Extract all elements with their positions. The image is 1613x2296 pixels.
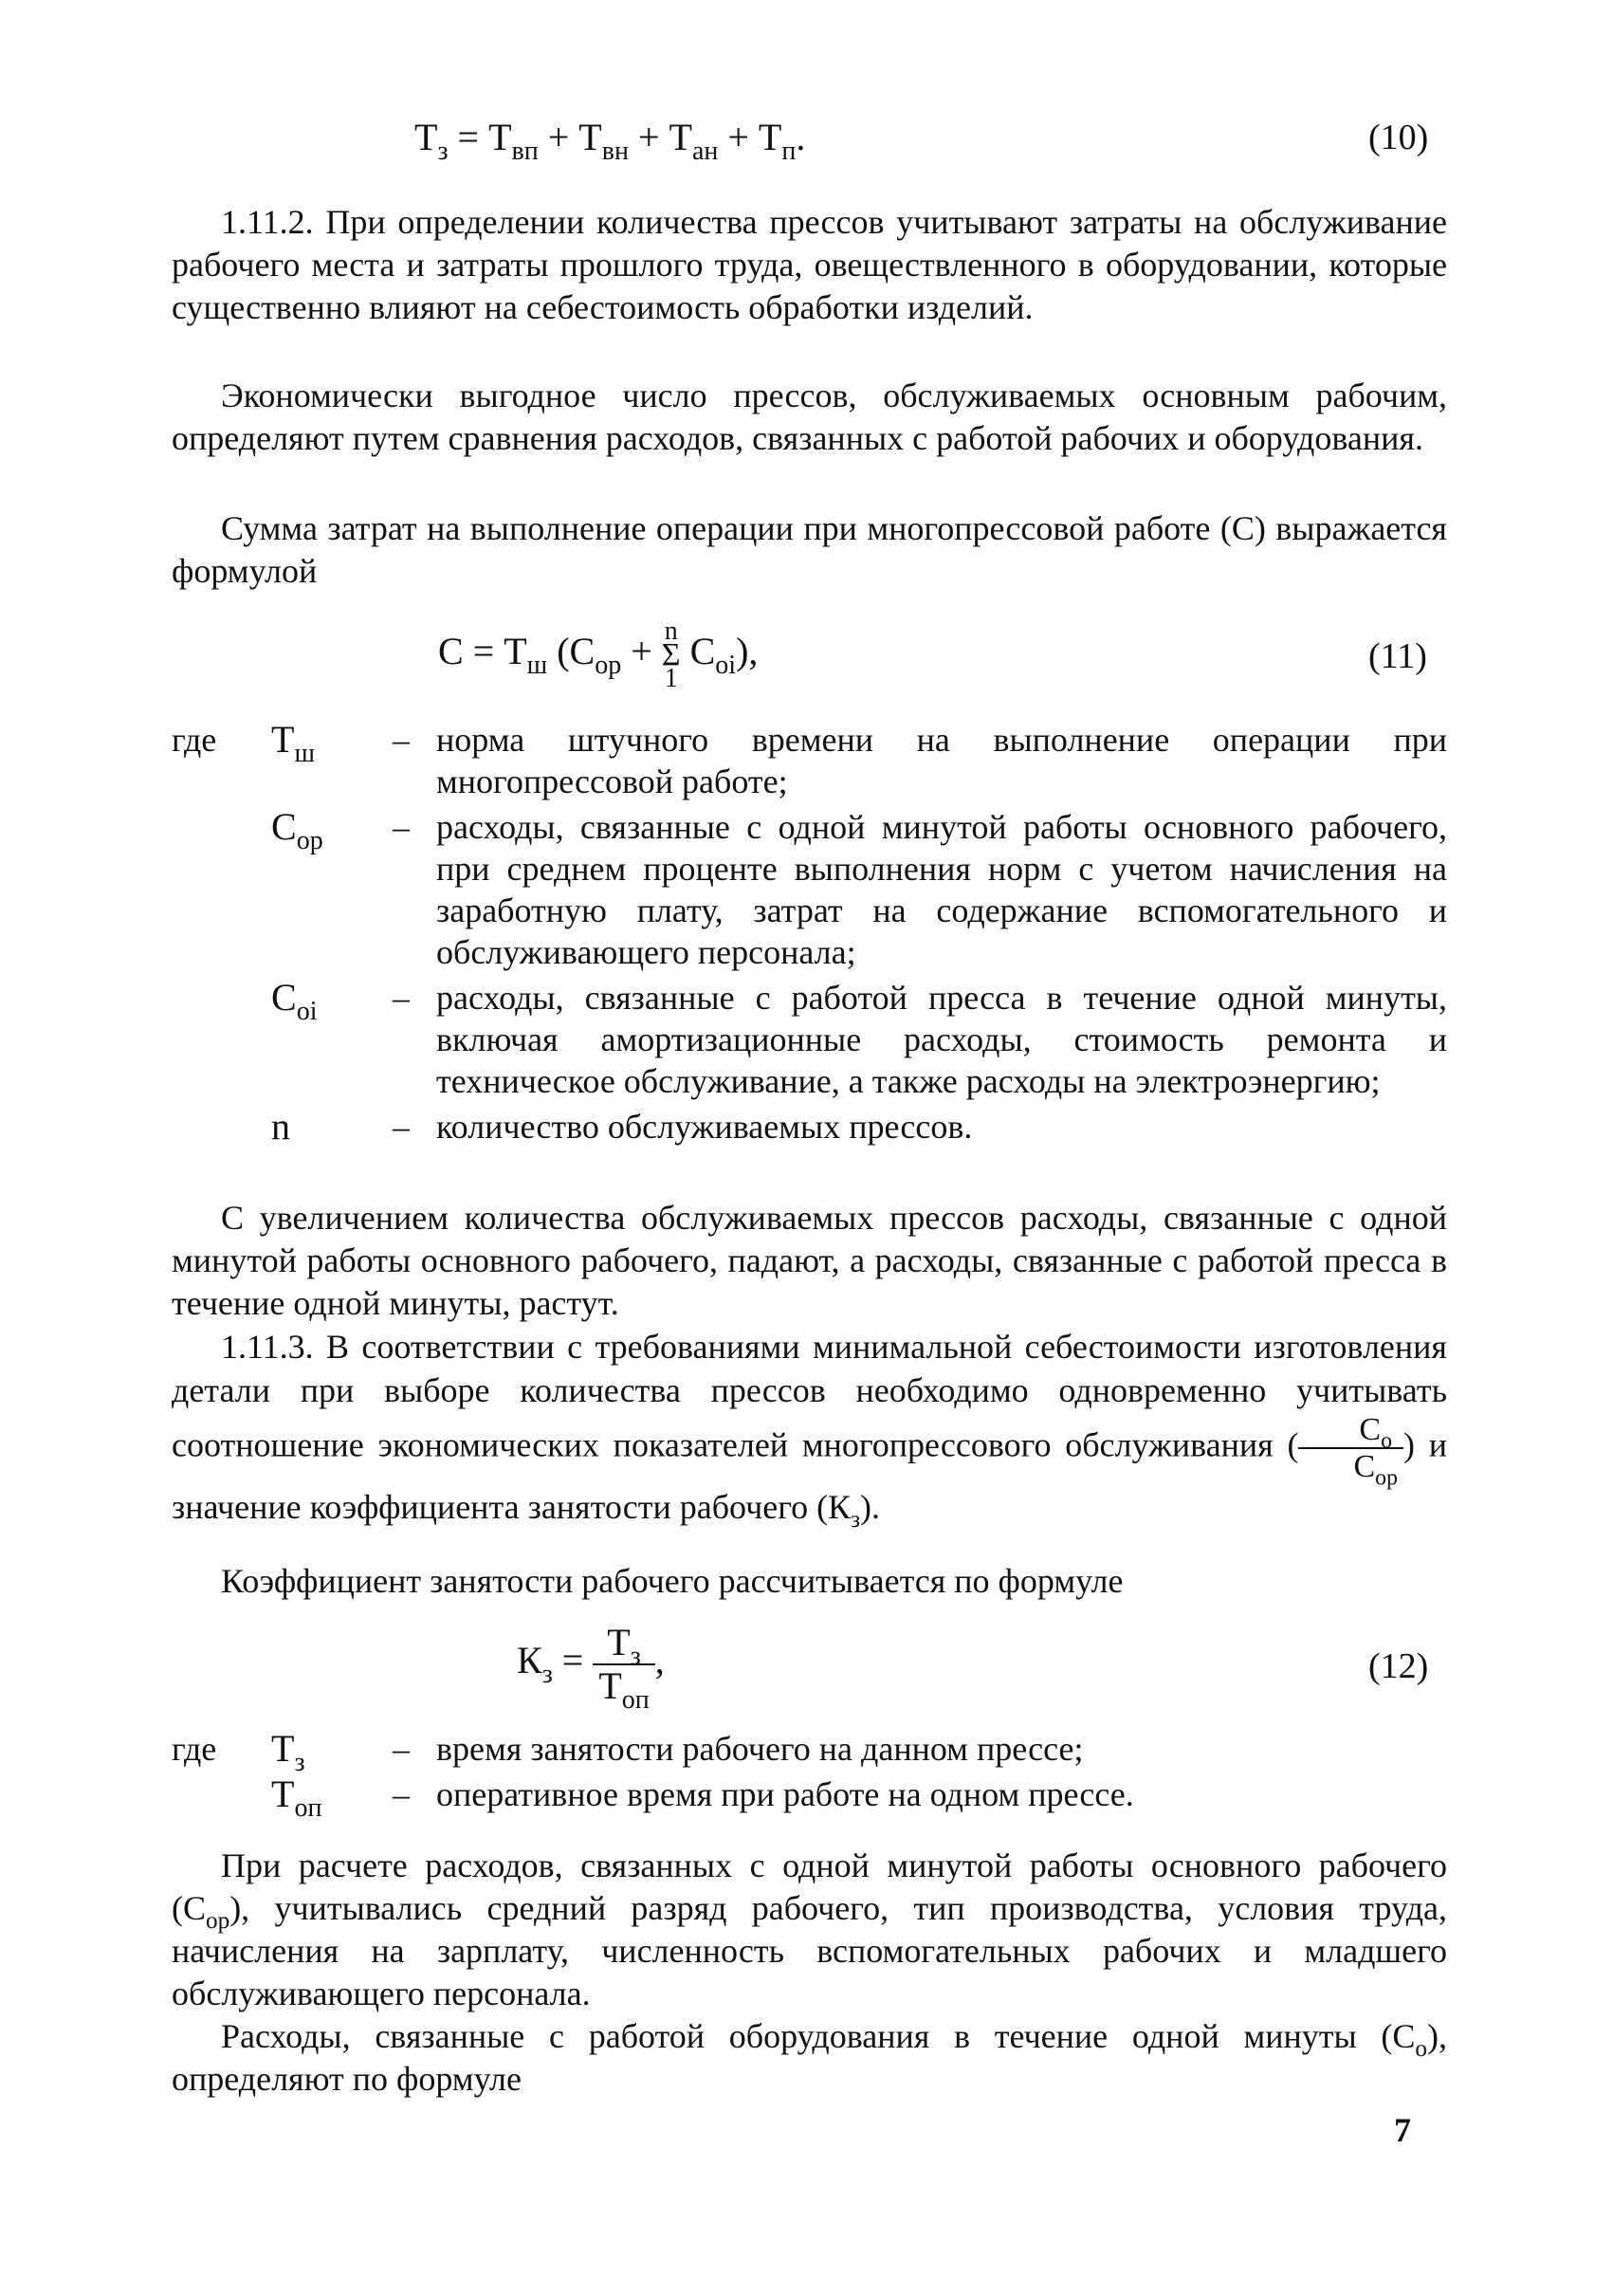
formula-11-plus: + [621, 630, 662, 673]
definition-symbol-letter: С [271, 976, 297, 1019]
page-number: 7 [1394, 2111, 1411, 2149]
formula-10-term4: T [758, 116, 782, 158]
equation-number-10: (10) [1368, 118, 1429, 157]
definition-symbol-sub: ш [294, 738, 315, 768]
formula-11-open: (С [547, 630, 596, 673]
equation-number-12: (12) [1368, 1646, 1429, 1686]
definition-where [172, 1773, 271, 1815]
definition-symbol-sub: оп [294, 1792, 322, 1823]
definition-symbol [271, 1727, 393, 1777]
definition-symbol-letter: Т [271, 1727, 295, 1770]
formula-12-lhs: К [517, 1639, 542, 1682]
formula-12-den-sub: оп [621, 1684, 650, 1715]
formula-10-lhs: T [414, 116, 438, 158]
definition-symbol [271, 1106, 393, 1148]
definition-dash: – [393, 1775, 410, 1813]
definition-row [172, 1106, 1447, 1148]
definition-where: где [172, 721, 217, 759]
definition-dash: – [393, 979, 410, 1017]
formula-12 [517, 1621, 665, 1715]
paragraph-last-text1: Расходы, связанные с работой оборудования в течение одной минуты (С [221, 2017, 1416, 2055]
definition-symbol-letter: Т [271, 1773, 295, 1815]
paragraph-last-sub: о [1415, 2035, 1427, 2062]
sigma-symbol: Σ [661, 637, 681, 672]
paragraph-sum: Сумма затрат на выполнение операции при многопрессовой работе (С) выражается формулой [172, 509, 1447, 590]
definition-symbol-letter: Т [271, 718, 295, 761]
definition-row [172, 1773, 1447, 1823]
sum-upper-limit: n [664, 616, 678, 646]
sum-lower-limit: 1 [664, 664, 678, 693]
formula-10-term4-sub: п [781, 136, 797, 166]
formula-12-fraction [593, 1621, 654, 1715]
ratio-numerator-sub: o [1381, 1428, 1393, 1454]
definition-symbol-sub: ор [296, 825, 323, 855]
formula-12-equals: = [552, 1639, 594, 1682]
equation-number-11: (11) [1368, 636, 1427, 676]
definition-text: оперативное время при работе на одном прессе. [436, 1775, 1134, 1813]
paragraph-calculation-text2: ), учитывались средний разряд рабочего, тип производства, условия труда, начисления на зарплату, численность вспомогательных рабочих и младшего обслуживающего персонала. [172, 1889, 1447, 2012]
formula-12-num-symbol: Т [607, 1621, 631, 1663]
ratio-co-cop [1298, 1412, 1402, 1491]
formula-11-lhs: С = Т [438, 630, 527, 673]
formula-10-term3-sub: ан [691, 136, 719, 166]
definition-symbol [271, 806, 393, 973]
ratio-numerator-symbol: С [1359, 1412, 1382, 1447]
definitions-formula-11 [172, 719, 1447, 1151]
definition-row [172, 977, 1447, 1102]
paragraph-last-text2: ), определяют по формуле [172, 2017, 1447, 2098]
paragraph-last [172, 2015, 1447, 2101]
definition-where [172, 977, 271, 1102]
formula-11-close: ), [736, 630, 759, 673]
definition-symbol-sub: з [294, 1747, 305, 1777]
ratio-numerator [1298, 1412, 1402, 1454]
paragraph-calculation-sub: ор [206, 1907, 230, 1934]
definition-where: где [172, 1730, 217, 1768]
formula-12-num-sub: з [630, 1641, 641, 1671]
k-sub: з [851, 1506, 861, 1533]
formula-10-term2-sub: вн [601, 136, 629, 166]
formula-12-den-symbol: Т [598, 1664, 622, 1707]
definition-text: время занятости рабочего на данном прессе; [436, 1730, 1084, 1768]
definition-text: количество обслуживаемых прессов. [436, 1108, 973, 1146]
definition-symbol-letter: С [271, 805, 297, 848]
paragraph-coefficient: Коэффициент занятости рабочего рассчитывается по формуле [221, 1562, 1124, 1600]
definition-dash: – [393, 721, 410, 759]
definition-text: расходы, связанные с одной минутой работы основного рабочего, при среднем проценте выполнения норм с учетом начисления на заработную плату, затрат на содержание вспомогательного и обслуживающего персонала; [436, 808, 1447, 971]
ratio-denominator-sub: ор [1375, 1465, 1398, 1491]
formula-11-lhs-sub: ш [526, 650, 548, 680]
paragraph-calculation-text1: При расчете расходов, связанных с одной минутой работы основного рабочего (С [172, 1846, 1447, 1927]
definition-row [172, 1727, 1447, 1777]
formula-10-term3: T [669, 116, 692, 158]
definition-symbol [271, 1773, 393, 1823]
definition-row [172, 806, 1447, 973]
definition-symbol [271, 719, 393, 802]
definitions-formula-12 [172, 1727, 1447, 1823]
ratio-denominator-symbol: С [1353, 1449, 1376, 1485]
definition-symbol [271, 977, 393, 1102]
sum-sign-icon [661, 616, 681, 693]
definition-where [172, 1106, 271, 1148]
paragraph-1-11-3 [172, 1325, 1447, 1533]
paragraph-increase: С увеличением количества обслуживаемых прессов расходы, связанные с одной минутой работы основного рабочего, падают, а расходы, связанные с работой пресса в течение одной минуты, растут. [172, 1199, 1447, 1322]
formula-11-cop-sub: ор [595, 650, 622, 680]
definition-text: норма штучного времени на выполнение операции при многопрессовой работе; [436, 721, 1447, 800]
formula-10-term1-sub: вп [511, 136, 539, 166]
definition-symbol-letter: n [271, 1105, 290, 1148]
definition-dash: – [393, 1108, 410, 1146]
definition-dash: – [393, 808, 410, 846]
paragraph-economic: Экономически выгодное число прессов, обслуживаемых основным рабочим, определяют путем сравнения расходов, связанных с работой рабочих и оборудования. [172, 377, 1447, 457]
paragraph-1-11-3-continuation: ) и значение коэффициента занятости рабочего (К [172, 1425, 1447, 1526]
paragraph-1-11-3-end: ). [860, 1487, 881, 1526]
paragraph-1-11-2: 1.11.2. При определении количества прессов учитывают затраты на обслуживание рабочего места и затраты прошлого труда, овеществленного в оборудовании, которые существенно влияют на себестоимость обработки изделий. [172, 203, 1447, 326]
definition-row [172, 719, 1447, 802]
formula-12-lhs-sub: з [541, 1659, 553, 1689]
paragraph-calculation [172, 1845, 1447, 2015]
definition-dash: – [393, 1730, 410, 1768]
formula-10-term1: T [488, 116, 512, 158]
formula-12-numerator [593, 1621, 654, 1671]
definition-where [172, 806, 271, 973]
formula-12-denominator [593, 1664, 654, 1715]
formula-11-coi: С [680, 630, 716, 673]
formula-11-coi-sub: oi [715, 650, 737, 680]
formula-12-comma: , [654, 1639, 665, 1682]
definition-text: расходы, связанные с работой пресса в течение одной минуты, включая амортизационные расходы, стоимость ремонта и техническое обслуживание, а также расходы на электроэнергию; [436, 979, 1447, 1100]
formula-10-term2: T [578, 116, 602, 158]
formula-11 [438, 616, 759, 693]
paragraph-1-11-3-text: 1.11.3. В соответствии с требованиями минимальной себестоимости изготовления детали при выборе количества прессов необходимо одновременно учитывать соотношение экономических показателей многопрессового обслуживания ( [172, 1328, 1447, 1464]
formula-10-lhs-sub: з [437, 136, 449, 166]
ratio-denominator [1298, 1449, 1402, 1491]
formula-10: $T_з = T_{вп} + T_{вн} + T_{ан} + T_п$. [414, 116, 806, 166]
definition-symbol-sub: oi [296, 996, 318, 1026]
